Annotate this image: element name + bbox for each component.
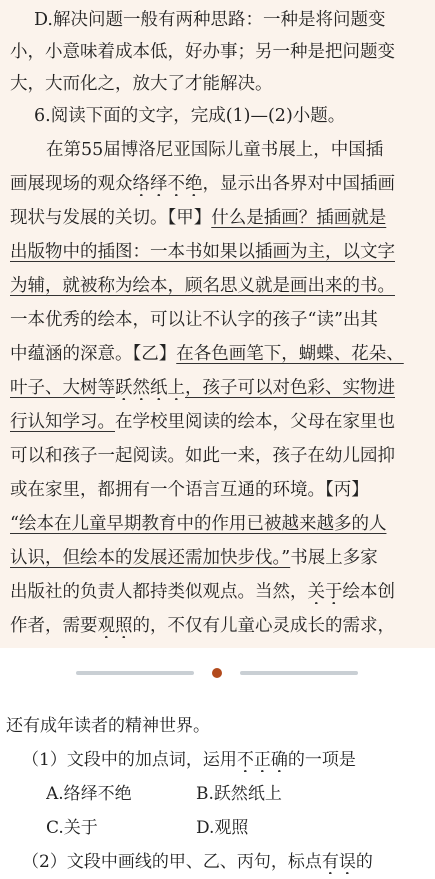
passage-line: 现状与发展的关切。【甲】什么是插画？插画就是 xyxy=(10,208,387,228)
divider-bar-right xyxy=(240,671,358,675)
passage-line: 中蕴涵的深意。【乙】在各色画笔下，蝴蝶、花朵、 xyxy=(10,344,404,364)
section-divider xyxy=(0,665,435,681)
passage-line: 为辅，就被称为绘本，顾名思义就是画出来的书。 xyxy=(10,276,395,296)
passage-line: 可以和孩子一起阅读。如此一来，孩子在幼儿园抑 xyxy=(10,446,395,466)
option-c: C.关于 xyxy=(46,818,98,838)
passage-line: 或在家里，都拥有一个语言互通的环境。【丙】 xyxy=(10,480,369,500)
passage-line: 画展现场的观众络绎不绝，显示出各界对中国插画 xyxy=(10,174,395,194)
passage-line: 在第55届博洛尼亚国际儿童书展上，中国插 xyxy=(46,140,384,160)
passage-line: 出版社的负责人都持类似观点。当然，关于绘本创 xyxy=(10,582,395,602)
passage-line: 大，大而化之，放大了才能解决。 xyxy=(10,74,273,94)
passage-line: 作者，需要观照的，不仅有儿童心灵成长的需求， xyxy=(10,616,395,636)
underlined-sentence-jia: 什么是插画？插画就是 xyxy=(211,208,387,228)
question-1: （1）文段中的加点词，运用不正确的一项是 xyxy=(22,750,356,770)
passage-line: 叶子、大树等跃然纸上，孩子可以对色彩、实物进 xyxy=(10,378,395,398)
passage-line: 出版物中的插图：一本书如果以插画为主，以文字 xyxy=(10,242,395,262)
question-6-heading: 6.阅读下面的文字，完成(1)—(2)小题。 xyxy=(34,106,346,126)
passage-line: 一本优秀的绘本，可以让不认字的孩子“读”出其 xyxy=(10,310,378,330)
underlined-sentence-yi: 在各色画笔下，蝴蝶、花朵、 xyxy=(176,344,404,364)
option-d-line: D.解决问题一般有两种思路：一种是将问题变 xyxy=(34,10,386,30)
underlined-sentence-bing: “绘本在儿童早期教育中的作用已被越来越多的人 xyxy=(10,514,387,534)
passage-continuation: 还有成年读者的精神世界。 xyxy=(6,716,210,736)
question-2: （2）文段中画线的甲、乙、丙句，标点有误的 xyxy=(22,852,373,872)
option-b: B.跃然纸上 xyxy=(196,784,282,804)
passage-line: 行认知学习。在学校里阅读的绘本，父母在家里也 xyxy=(10,412,395,432)
option-d: D.观照 xyxy=(196,818,249,838)
option-a: A.络绎不绝 xyxy=(46,784,132,804)
passage-line: 小，小意味着成本低，好办事；另一种是把问题变 xyxy=(10,42,395,62)
divider-bar-left xyxy=(76,671,194,675)
divider-dot-icon xyxy=(212,668,222,678)
passage-line xyxy=(10,512,428,536)
passage-line: 认识，但绘本的发展还需加快步伐。”书展上多家 xyxy=(10,548,378,568)
